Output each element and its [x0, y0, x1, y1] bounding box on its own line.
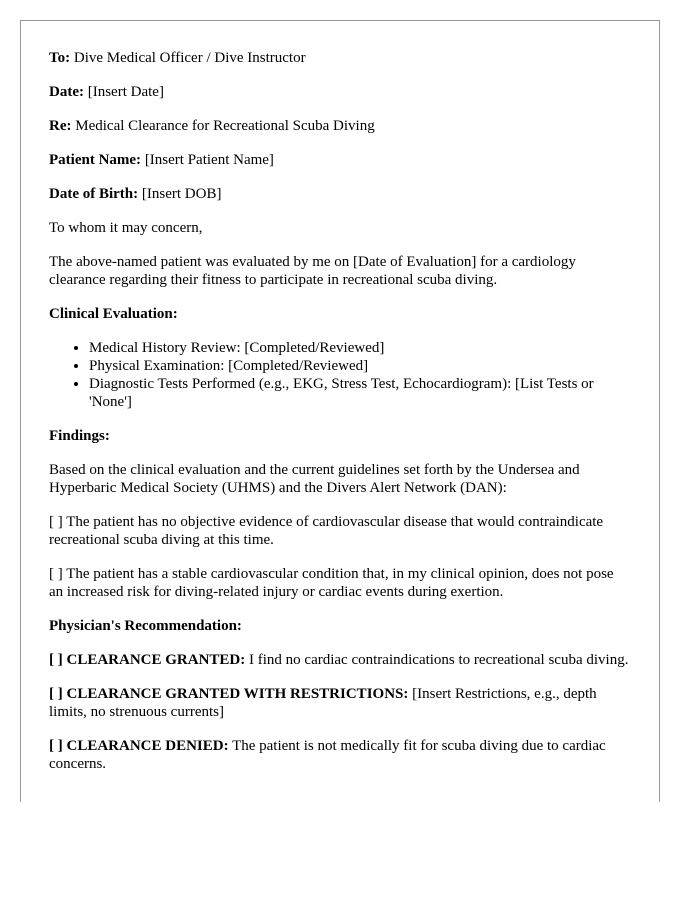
clinical-evaluation-list: [49, 339, 631, 411]
clearance-granted-text: I find no cardiac contraindications to recreational scuba diving.: [245, 652, 629, 668]
recommendation-heading-text: Physician's Recommendation:: [49, 618, 242, 634]
dob-value: [Insert DOB]: [138, 186, 222, 202]
clearance-denied-text: The patient is not medically fit for scuba diving due to cardiac concerns.: [49, 738, 606, 772]
re-value: Medical Clearance for Recreational Scuba Diving: [71, 118, 375, 134]
to-line: [49, 49, 631, 67]
date-value: [Insert Date]: [83, 84, 164, 100]
patient-name-label: Patient Name:: [49, 152, 142, 168]
list-item: • Physical Examination: [Completed/Reviewed]: [89, 357, 631, 375]
clearance-granted-label: [ ] CLEARANCE GRANTED:: [49, 652, 246, 668]
clinical-evaluation-heading-text: Clinical Evaluation:: [49, 306, 178, 322]
letter-page: [20, 20, 660, 802]
to-value: Dive Medical Officer / Dive Instructor: [70, 50, 306, 66]
findings-heading: [49, 427, 631, 445]
patient-name-line: [49, 151, 631, 169]
clearance-granted: [49, 651, 631, 669]
list-item: • Diagnostic Tests Performed (e.g., EKG, Stress Test, Echocardiogram): [List Tests or 'None']: [89, 375, 631, 411]
clearance-denied-label: [ ] CLEARANCE DENIED:: [49, 738, 229, 754]
clearance-restricted-text: [Insert Restrictions, e.g., depth limits, no strenuous currents]: [49, 686, 597, 720]
salutation: To whom it may concern,: [49, 220, 203, 236]
to-label: To:: [49, 50, 71, 66]
patient-name-value: [Insert Patient Name]: [141, 152, 274, 168]
findings-option-2: [ ] The patient has a stable cardiovascular condition that, in my clinical opinion, does not pose an increased risk for diving-related injury or cardiac events during exertion.: [49, 566, 614, 600]
re-label: Re:: [49, 118, 72, 134]
findings-intro: Based on the clinical evaluation and the current guidelines set forth by the Undersea and Hyperbaric Medical Society (UHMS) and the Divers Alert Network (DAN):: [49, 462, 580, 496]
clearance-denied: [49, 737, 631, 773]
letter-content: [21, 21, 659, 773]
clearance-restricted-label: [ ] CLEARANCE GRANTED WITH RESTRICTIONS:: [49, 686, 409, 702]
dob-line: [49, 185, 631, 203]
date-line: [49, 83, 631, 101]
clinical-evaluation-heading: [49, 305, 631, 323]
recommendation-heading: [49, 617, 631, 635]
re-line: [49, 117, 631, 135]
dob-label: Date of Birth:: [49, 186, 139, 202]
list-item: • Medical History Review: [Completed/Reviewed]: [89, 339, 631, 357]
clearance-restricted: [49, 685, 631, 721]
date-label: Date:: [49, 84, 84, 100]
intro-paragraph: The above-named patient was evaluated by me on [Date of Evaluation] for a cardiology clearance regarding their fitness to participate in recreational scuba diving.: [49, 254, 576, 288]
findings-option-1: [ ] The patient has no objective evidence of cardiovascular disease that would contraindicate recreational scuba diving at this time.: [49, 514, 604, 548]
findings-heading-text: Findings:: [49, 428, 110, 444]
